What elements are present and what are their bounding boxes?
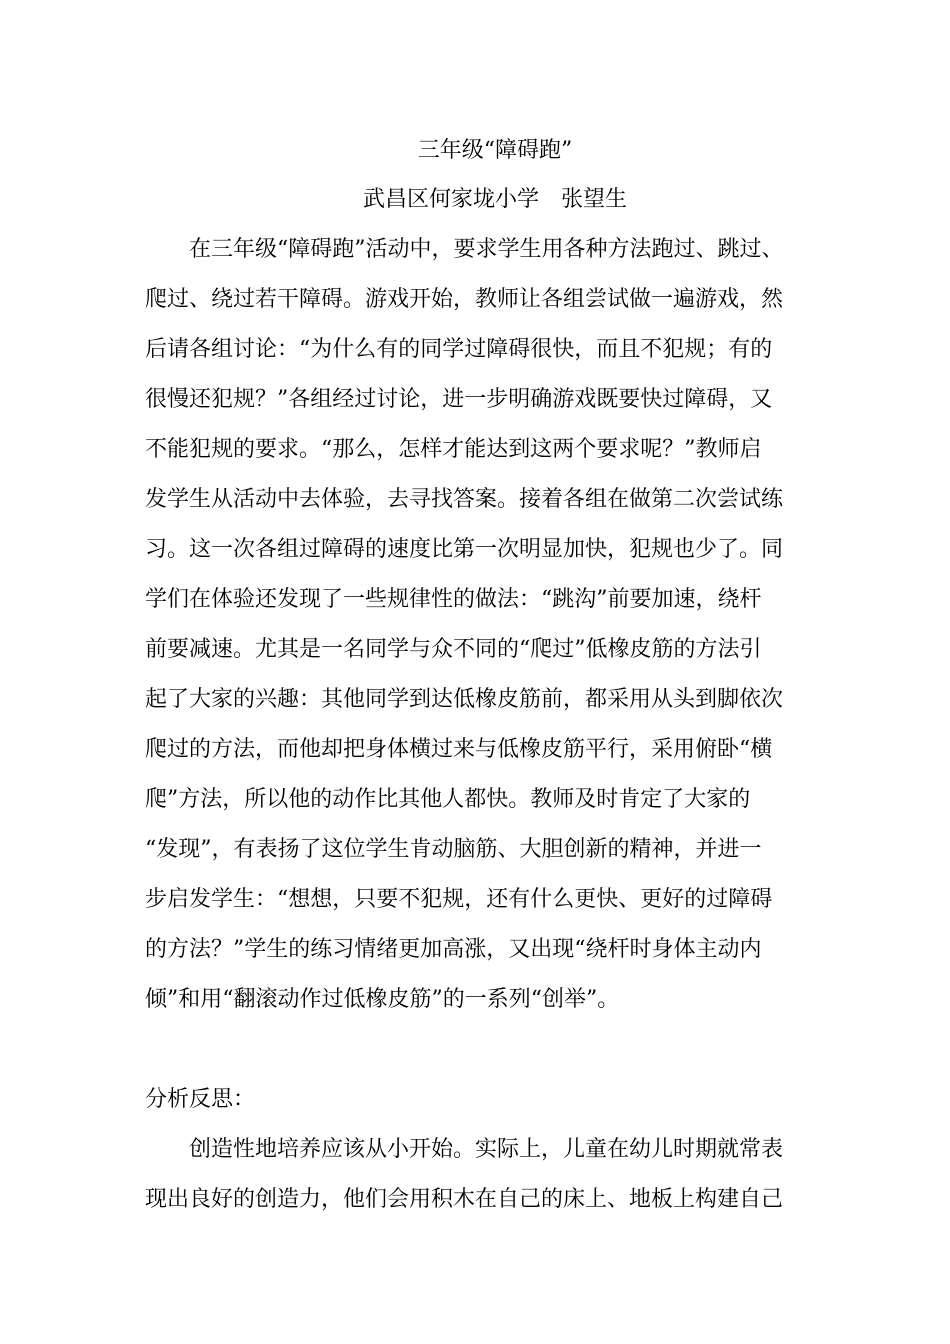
paragraph1-line: 爬”方法，所以他的动作比其他人都快。教师及时肯定了大家的: [145, 787, 751, 812]
author-line: 武昌区何家垅小学 张望生: [362, 187, 627, 212]
section-heading: 分析反思：: [145, 1087, 256, 1112]
paragraph1-line: 爬过的方法，而他却把身体横过来与低橡皮筋平行，采用俯卧“横: [145, 737, 773, 762]
paragraph1-line: 倾”和用“翻滚动作过低橡皮筋”的一系列“创举”。: [145, 987, 620, 1012]
paragraph1-line: 前要减速。尤其是一名同学与众不同的“爬过”低橡皮筋的方法引: [145, 637, 762, 662]
paragraph2-line: 创造性地培养应该从小开始。实际上，儿童在幼儿时期就常表: [189, 1137, 784, 1162]
paragraph1-line: 在三年级“障碍跑”活动中，要求学生用各种方法跑过、跳过、: [189, 237, 784, 262]
paragraph1-line: 的方法？”学生的练习情绪更加高涨，又出现“绕杆时身体主动内: [145, 937, 762, 962]
paragraph1-line: 爬过、绕过若干障碍。游戏开始，教师让各组尝试做一遍游戏，然: [145, 287, 784, 312]
paragraph1-line: 学们在体验还发现了一些规律性的做法：“跳沟”前要加速，绕杆: [145, 587, 762, 612]
paragraph1-line: 发学生从活动中去体验，去寻找答案。接着各组在做第二次尝试练: [145, 487, 784, 512]
paragraph2-line: 现出良好的创造力，他们会用积木在自己的床上、地板上构建自己: [145, 1187, 784, 1212]
document-title: 三年级“障碍跑”: [417, 138, 573, 163]
paragraph1-line: 起了大家的兴趣：其他同学到达低橡皮筋前，都采用从头到脚依次: [145, 687, 784, 712]
paragraph1-line: “发现”，有表扬了这位学生肯动脑筋、大胆创新的精神，并进一: [145, 837, 762, 862]
paragraph1-line: 习。这一次各组过障碍的速度比第一次明显加快，犯规也少了。同: [145, 537, 784, 562]
paragraph1-line: 步启发学生：“想想，只要不犯规，还有什么更快、更好的过障碍: [145, 887, 773, 912]
paragraph1-line: 很慢还犯规？”各组经过讨论，进一步明确游戏既要快过障碍，又: [145, 387, 773, 412]
paragraph1-line: 不能犯规的要求。“那么，怎样才能达到这两个要求呢？”教师启: [145, 437, 762, 462]
paragraph1-line: 后请各组讨论：“为什么有的同学过障碍很快，而且不犯规；有的: [145, 337, 773, 362]
